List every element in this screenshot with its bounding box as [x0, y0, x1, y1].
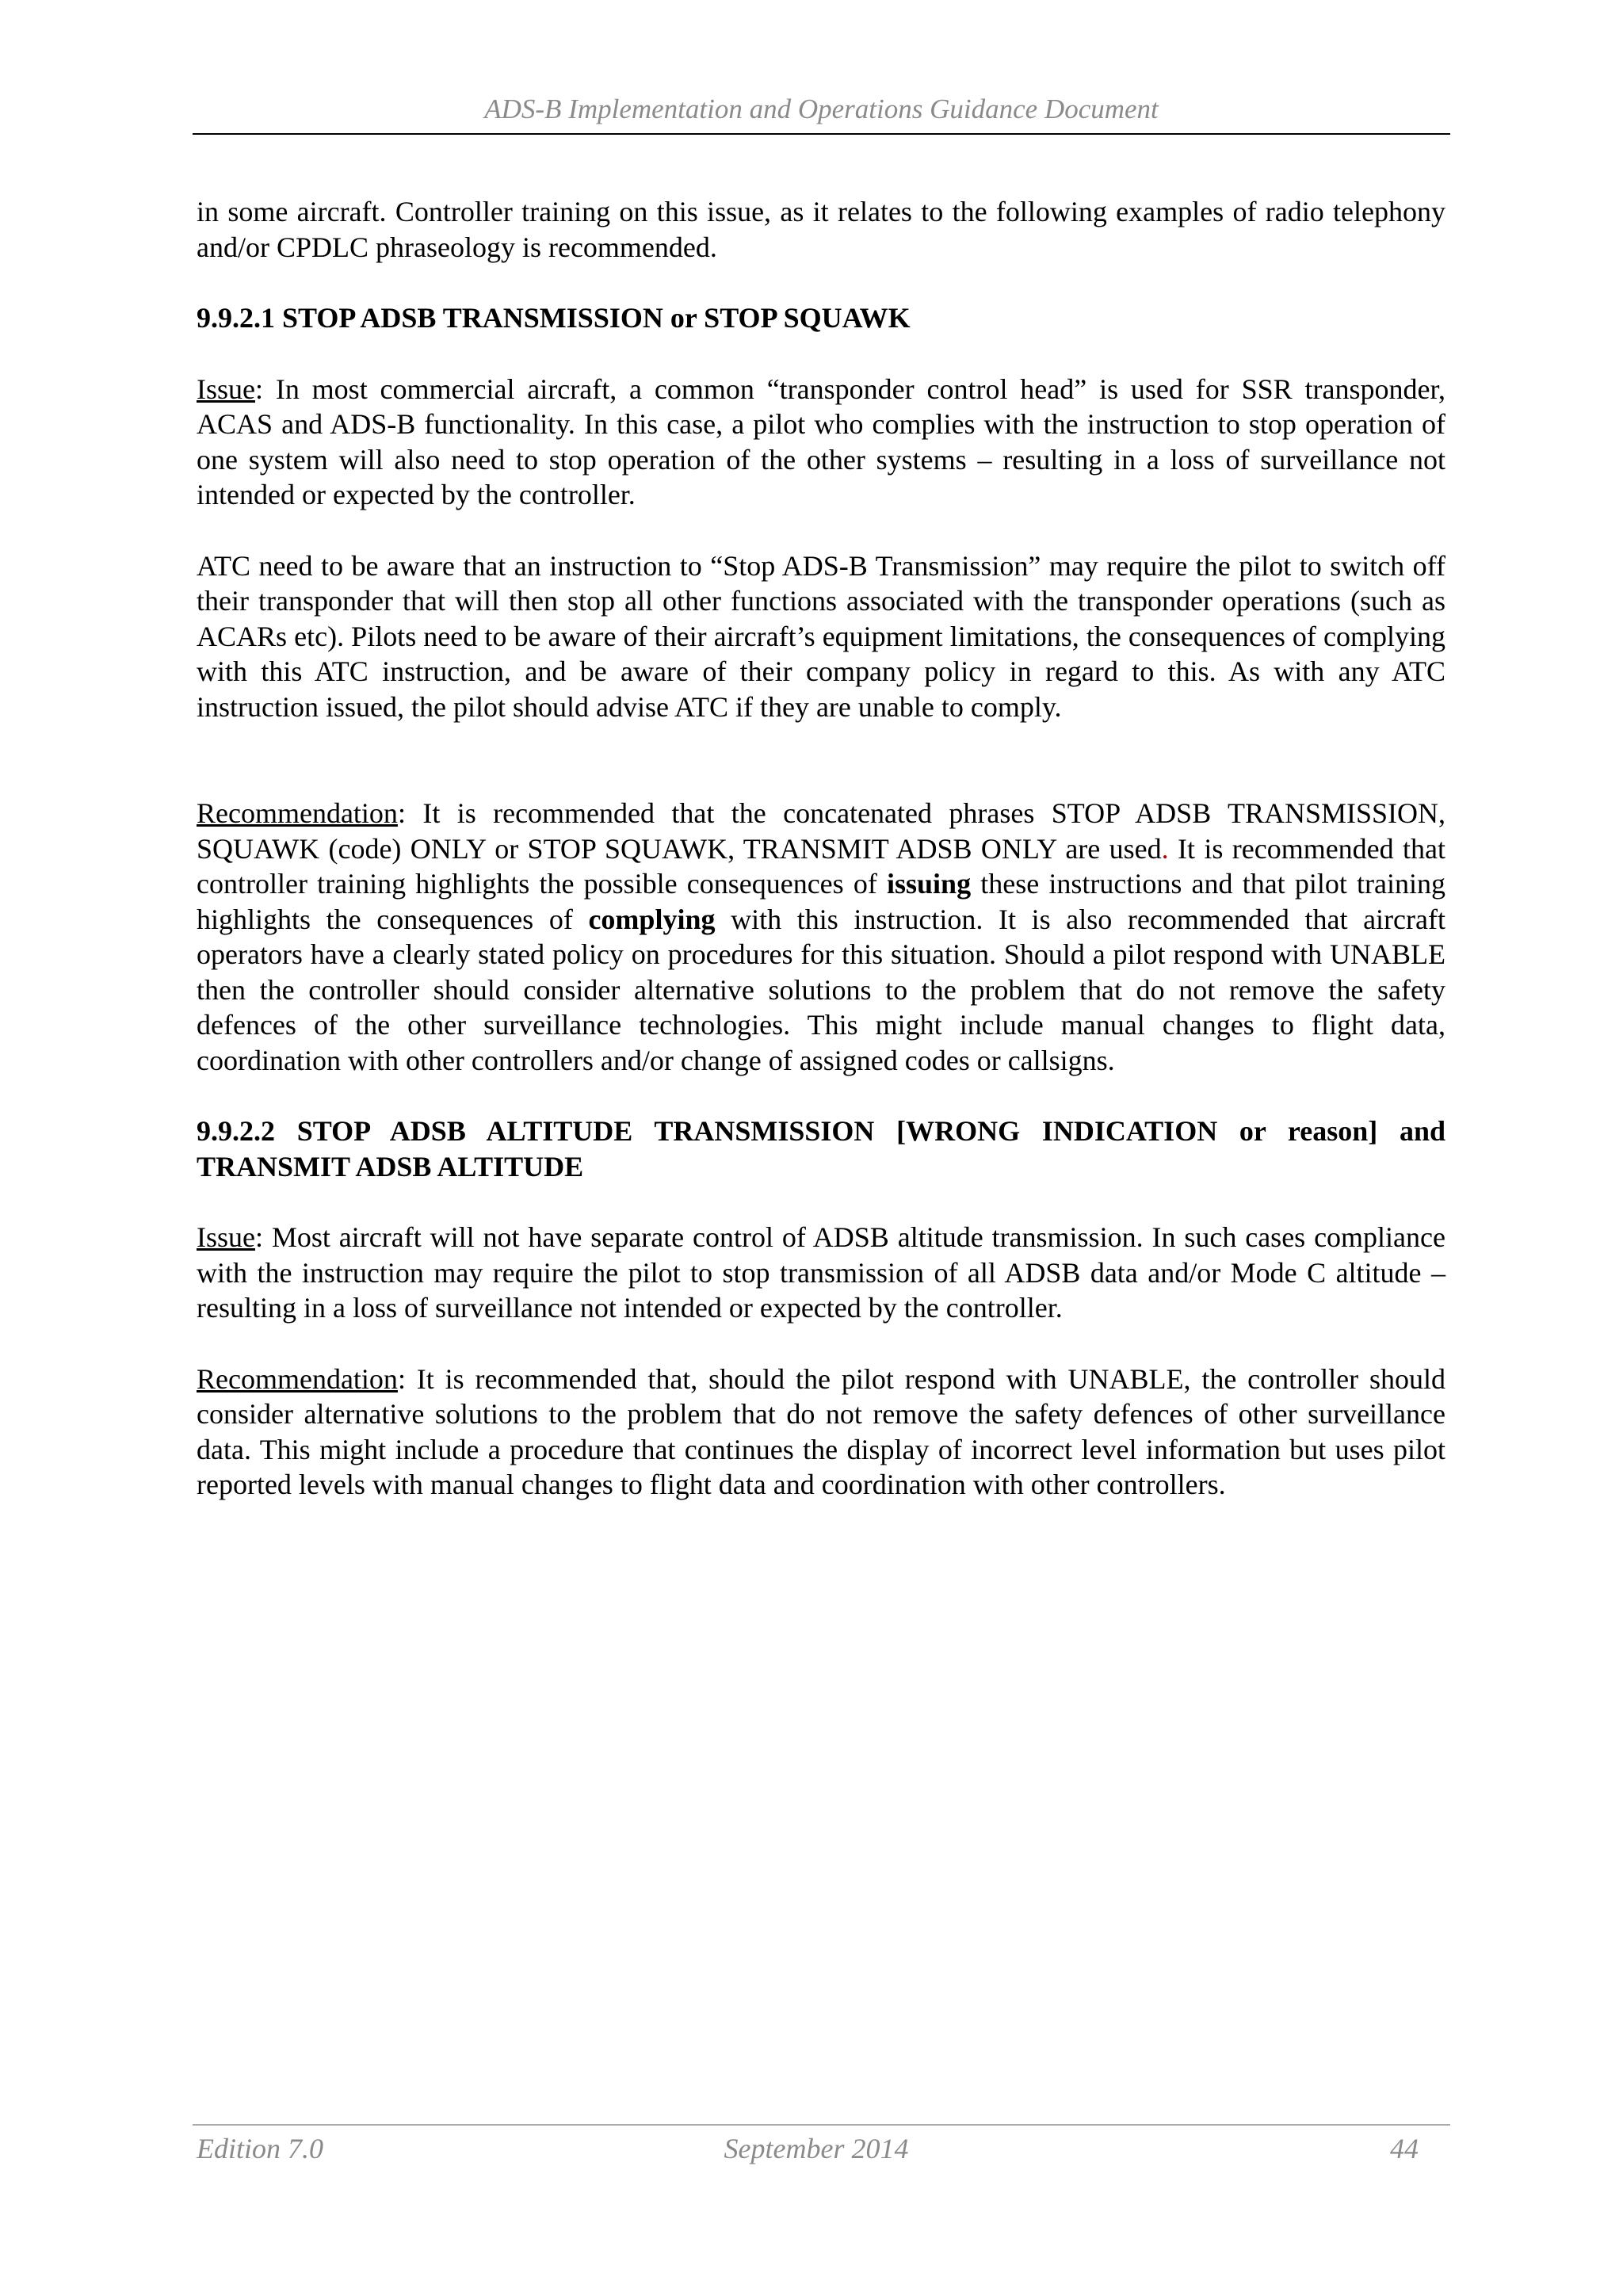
issue-label: Issue [197, 1221, 255, 1253]
section-heading-9-9-2-1: 9.9.2.1 STOP ADSB TRANSMISSION or STOP SQUAWK [197, 302, 911, 334]
section-heading-9-9-2-2: 9.9.2.2 STOP ADSB ALTITUDE TRANSMISSION [WRONG INDICATION or reason] and TRANSMIT ADSB ALTITUDE [197, 1115, 1445, 1182]
recommendation-text-a: : It is recommended that the concatenated phrases STOP ADSB TRANSMISSION, SQUAWK (code) ONLY or STOP SQUAWK, TRANSMIT ADSB ONLY are used [197, 797, 1445, 865]
issue-label: Issue [197, 372, 255, 405]
recommendation-text-b: It is recommended that controller training highlights the possible consequences of [197, 832, 1445, 900]
recommendation-label: Recommendation [197, 1362, 398, 1395]
footer-date: September 2014 [724, 2133, 909, 2164]
header-divider [193, 133, 1450, 135]
footer-divider [193, 2124, 1450, 2126]
footer-page-number: 44 [1390, 2133, 1419, 2164]
recommendation-paragraph-1 [197, 796, 1445, 1078]
recommendation-text: : It is recommended that, should the pilot respond with UNABLE, the controller should consider alternative solutions to the problem that do not remove the safety defences of other surveillance data. This might include a procedure that continues the display of incorrect level information but uses pilot reported levels with manual changes to flight data and coordination with other controllers. [197, 1362, 1445, 1500]
footer-edition: Edition 7.0 [197, 2133, 323, 2164]
issue-text: : In most commercial aircraft, a common “transponder control head” is used for SSR transponder, ACAS and ADS-B functionality. In this case, a pilot who complies with the instruction to stop operation of one system will also need to stop operation of the other systems – resulting in a loss of surveillance not intended or expected by the controller. [197, 372, 1445, 510]
recommendation-text-d: with this instruction. It is also recommended that aircraft operators have a clearly stated policy on procedures for this situation. Should a pilot respond with UNABLE then the controller should consider alternative solutions to the problem that do not remove the safety defences of the other surveillance technologies. This might include manual changes to flight data, coordination with other controllers and/or change of assigned codes or callsigns. [197, 903, 1445, 1076]
recommendation-paragraph-2 [197, 1362, 1445, 1503]
issue-text: : Most aircraft will not have separate control of ADSB altitude transmission. In such cases compliance with the instruction may require the pilot to stop transmission of all ADSB data and/or Mode C altitude – resulting in a loss of surveillance not intended or expected by the controller. [197, 1221, 1445, 1324]
page-header: ADS-B Implementation and Operations Guidance Document [484, 94, 1159, 124]
paragraph-intro: in some aircraft. Controller training on this issue, as it relates to the following examples of radio telephony and/or CPDLC phraseology is recommended. [197, 196, 1445, 263]
atc-awareness-paragraph: ATC need to be aware that an instruction to “Stop ADS-B Transmission” may require the pilot to switch off their transponder that will then stop all other functions associated with the transponder operations (such as ACARs etc). Pilots need to be aware of their aircraft’s equipment limitations, the consequences of complying with this ATC instruction, and be aware of their company policy in regard to this. As with any ATC instruction issued, the pilot should advise ATC if they are unable to comply. [197, 549, 1445, 723]
document-body [197, 194, 1445, 1503]
recommendation-text-c: these instructions and that pilot training highlights the consequences of [197, 868, 1445, 935]
recommendation-label: Recommendation [197, 797, 398, 829]
bold-issuing: issuing [887, 868, 972, 900]
bold-complying: complying [588, 903, 716, 935]
recommendation-red-dot: . [1161, 832, 1169, 865]
issue-paragraph-2 [197, 1220, 1445, 1326]
issue-paragraph-1 [197, 372, 1445, 513]
